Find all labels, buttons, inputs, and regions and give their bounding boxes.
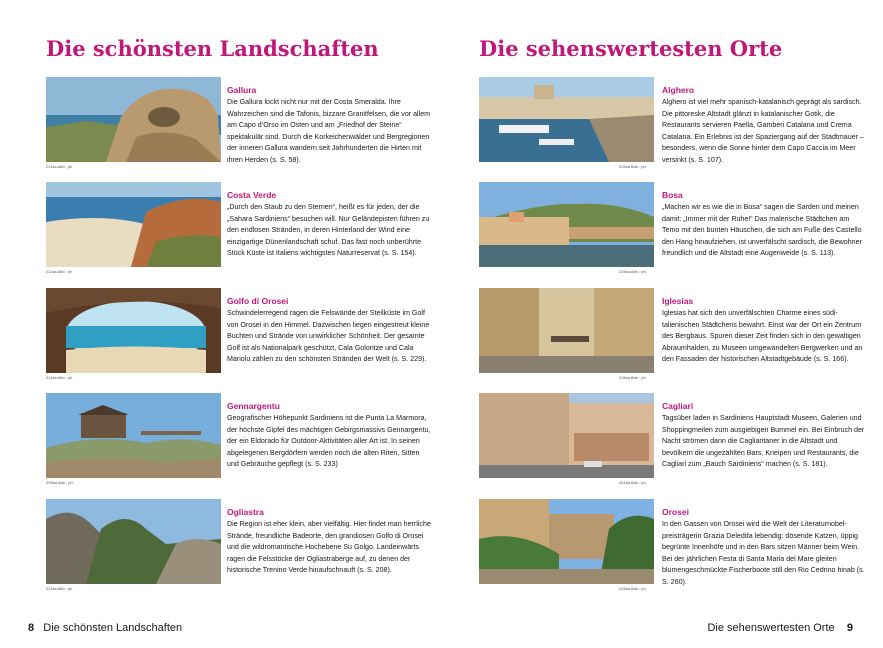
entry-body: „Machen wir es wie die in Bosa“ sagen die Sarden und meinen damit: „Immer mit der Ruhe!“ Das malerische Städtchen am Temo mit den bunten Häuschen, die sich am Fuße des Castello den Hang hinaufziehen, ist unverfälscht sardisch, die Bewohner freundlich und die Altstadt eine Augenweide (s. S. 113).: [662, 203, 862, 258]
entry-title: Cagliari: [662, 401, 694, 411]
footer-title: Die sehenswertesten Orte: [707, 622, 835, 634]
entry-body: Schwindelerregend ragen die Felswände der Steilküste im Golf von Orosei in den Himmel. Dazwischen liegen eingestreut kleine Buchten und Strände von unwirklicher Schönheit. Der gesamte Golf ist als Nationalpark geschützt, Cala Goloritze und Cala Mariolu zählen zu den schönsten Stränden der Welt (s. S. 229).: [227, 309, 430, 364]
entry-text: [662, 507, 867, 589]
entry-text: [662, 296, 867, 366]
photo-credit: 211sa Abb.: ph: [46, 269, 73, 274]
entry-title: Alghero: [662, 85, 695, 95]
entry-body: Geografischer Höhepunkt Sardiniens ist die Punta La Marmora, der höchste Gipfel des mächtigen Gebirgsmassivs Gennargentu, der ein Eldorado für Outdoor-Aktivitäten aller Art ist. In seinen abgelegenen Bergdörfern werden noch die alten Riten, Sitten und Gebräuche gepflegt (s. S. 233): [227, 414, 431, 469]
right-page-footer: [707, 622, 853, 634]
entry-body: Tagsüber laden in Sardiniens Hauptstadt Museen, Galerien und Shoppingmeilen zum ausgiebigen Bummel ein. Bei Einbruch der Nacht strömen dann die Cagliaritaner in die Altstadt und bevölkern die ungezählten Bars, Kneipen und Restaurants, die Cagliari zum „Bauch Sardiniens“ machen (s. S. 181).: [662, 414, 865, 469]
gennargentu-photo: [46, 393, 221, 478]
gallura-photo: [46, 77, 221, 162]
entry-gallura: [46, 77, 431, 172]
entry-golfo-di-orosei: [46, 288, 431, 383]
photo-credit: 225sa Abb.: ph: [619, 164, 646, 169]
entry-body: „Durch den Staub zu den Sternen“, heißt es für jeden, der die „Sahara Sardiniens“ besuchen will. Nur Geländepisten führen zu den endlosen Stränden, in deren Hinterland der Wind eine einzigartige Dünenlandschaft schuf. Das fast noch unberührte Stück Küste ist Italiens wichtigstes Naturreservat (s. S. 154).: [227, 203, 430, 258]
photo-credit: 401sa Abb.: ph: [619, 480, 646, 485]
entry-text: [662, 401, 867, 471]
entry-title: Iglesias: [662, 296, 694, 306]
photo-credit: 211sa Abb.: ph: [46, 586, 73, 591]
entry-text: [227, 296, 431, 366]
golfo-di-orosei-photo: [46, 288, 221, 373]
page-number: 8: [28, 622, 35, 634]
entry-text: [227, 507, 431, 577]
bosa-photo: [479, 182, 654, 267]
entry-alghero: [479, 77, 869, 172]
photo-credit: 226sa Abb.: ph: [619, 375, 646, 380]
entry-ogliastra: [46, 499, 431, 594]
entry-title: Bosa: [662, 190, 683, 200]
left-page-heading: Die schönsten Landschaften: [46, 36, 379, 61]
ogliastra-photo: [46, 499, 221, 584]
entry-title: Golfo di Orosei: [227, 296, 289, 306]
photo-credit: 225sa Abb.: ph: [619, 269, 646, 274]
entry-bosa: [479, 182, 869, 277]
entry-cagliari: [479, 393, 869, 488]
photo-credit: 209sa Abb.: ph: [46, 480, 73, 485]
entry-text: [227, 190, 431, 260]
entry-body: Die Gallura lockt nicht nur mit der Costa Smeralda. Ihre Wahrzeichen sind die Tafonis, bizzare Granitfelsen, die vor allem am Capo d’Orso im Osten und am „Friedhof der Steine“ spektakulär sind. Durch die Korkeichenwälder und Bergregionen der inneren Gallura wandern seit Jahrhunderten die Hirten mit ihren Herden (s. S. 58).: [227, 98, 431, 164]
entry-iglesias: [479, 288, 869, 383]
left-page-footer: [28, 622, 182, 634]
entry-body: Iglesias hat sich den unverfälschten Charme eines südi-talienischen Städtchens bewahrt. Einst war der Ort ein Zentrum des Bergbaus. Spuren dieser Zeit finden sich in den gewaltigen Abraumhalden, zu Museen umgewandelten Bergwerken und an den Fassaden der historischen Altstadtgebäude (s. S. 166).: [662, 309, 863, 364]
orosei-photo: [479, 499, 654, 584]
photo-credit: 225sa Abb.: ph: [619, 586, 646, 591]
entry-text: [227, 85, 431, 167]
entry-body: In den Gassen von Orosei wird die Welt der Literaturnobel-preisträgerin Grazia Deledda lebendig: dösende Katzen, üppig begrünte Innenhöfe und in den Bars sitzen Männer beim Wein. Bei der jährlichen Festa di Santa Maria del Mare gleiten blumengeschmückte Fischerboote still den Rio Cedrino hinab (s. S. 260).: [662, 520, 865, 586]
entry-title: Gallura: [227, 85, 257, 95]
page-number: 9: [846, 622, 853, 634]
cagliari-photo: [479, 393, 654, 478]
photo-credit: 211sa Abb.: ph: [46, 375, 73, 380]
entry-title: Gennargentu: [227, 401, 280, 411]
entry-body: Die Region ist eher klein, aber vielfältig. Hier findet man herrliche Strände, freundliche Badeorte, den grandiosen Golfo di Orosei und die wildromantische Hochebene Su Golgo. Landeinwärts ragen die Felsstöcke der Ogliastraberge auf, zu denen der historische Trenino Verde hinaufschnauft (s. S. 208).: [227, 520, 431, 575]
right-page-heading: Die sehenswertesten Orte: [479, 36, 783, 61]
entry-orosei: [479, 499, 869, 594]
entry-text: [662, 85, 867, 167]
footer-title: Die schönsten Landschaften: [43, 622, 183, 634]
entry-title: Ogliastra: [227, 507, 264, 517]
alghero-photo: [479, 77, 654, 162]
entry-costa-verde: [46, 182, 431, 277]
costa-verde-photo: [46, 182, 221, 267]
entry-title: Orosei: [662, 507, 689, 517]
entry-body: Alghero ist viel mehr spanisch-katalanisch geprägt als sardisch. Die pittoreske Altstadt glänzt in katalanischer Gotik, die Restaurants servieren Paella, Gamberi Catalana und Crema Catalana. Ein Erlebnis ist der Spaziergang auf der Stadtmauer – besonders, wenn die Sonne hinter dem Capo Caccia im Meer versinkt (s. S. 107).: [662, 98, 864, 164]
entry-text: [662, 190, 867, 260]
iglesias-photo: [479, 288, 654, 373]
entry-title: Costa Verde: [227, 190, 277, 200]
entry-gennargentu: [46, 393, 431, 488]
photo-credit: 211sa Abb.: ph: [46, 164, 73, 169]
left-page: [0, 0, 441, 648]
entry-text: [227, 401, 431, 471]
right-page: [442, 0, 883, 648]
